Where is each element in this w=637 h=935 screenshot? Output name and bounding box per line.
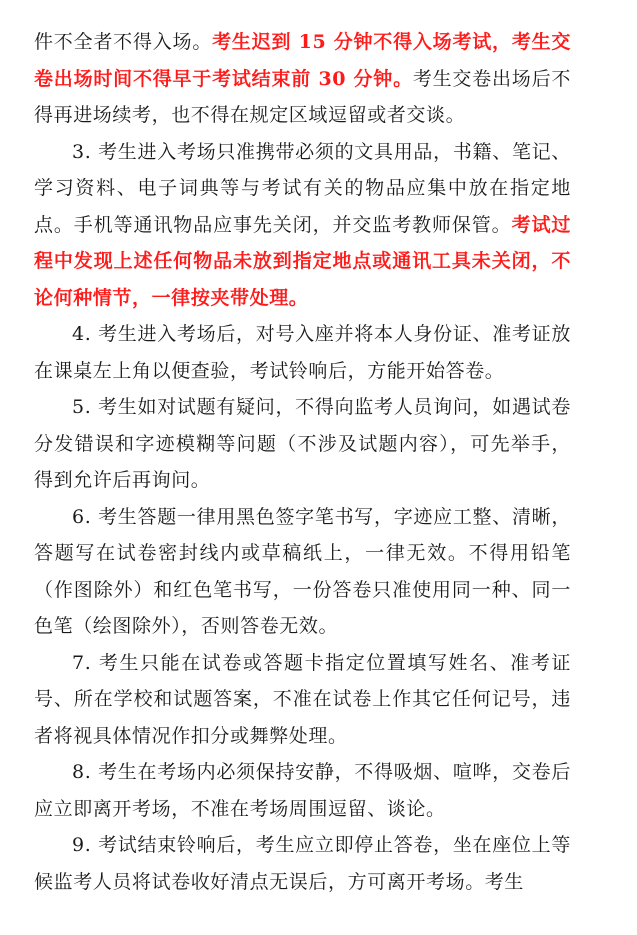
rule-6: 6. 考生答题一律用黑色签字笔书写，字迹应工整、清晰，答题写在试卷密封线内或草稿纸上，一律无效。不得用铅笔（作图除外）和红色笔书写，一份答卷只准使用同一种、同一色笔（绘图除外），否则答卷无效。 [34, 505, 571, 637]
rule-9: 9. 考试结束铃响后，考生应立即停止答卷，坐在座位上等候监考人员将试卷收好清点无误后，方可离开考场。考生 [34, 834, 571, 893]
document-page [34, 24, 571, 900]
highlighted-rule: 考试过程中发现上述任何物品未放到指定地点或通讯工具未关闭，不论何种情节，一律按夹带处理。 [34, 213, 571, 309]
paragraph-text: 件不全者不得入场。 [34, 31, 213, 53]
highlighted-rule: 考生迟到 15 分钟不得入场考试，考生交卷出场时间不得早于考试结束前 30 分钟。 [34, 31, 571, 90]
paragraph-text: 3. 考生进入考场只准携带必须的文具用品，书籍、笔记、学习资料、电子词典等与考试有关的物品应集中放在指定地点。手机等通讯物品应事先关闭，并交监考教师保管。 [34, 140, 571, 236]
rule-8: 8. 考生在考场内必须保持安静，不得吸烟、喧哗，交卷后应立即离开考场，不准在考场周围逗留、谈论。 [34, 761, 571, 820]
rule-7: 7. 考生只能在试卷或答题卡指定位置填写姓名、准考证号、所在学校和试题答案，不准在试卷上作其它任何记号，违者将视具体情况作扣分或舞弊处理。 [34, 651, 571, 747]
paragraph-continued [34, 24, 571, 134]
rule-5: 5. 考生如对试题有疑问，不得向监考人员询问，如遇试卷分发错误和字迹模糊等问题（不涉及试题内容），可先举手，得到允许后再询问。 [34, 396, 571, 491]
rule-4: 4. 考生进入考场后，对号入座并将本人身份证、准考证放在课桌左上角以便查验，考试铃响后，方能开始答卷。 [34, 323, 571, 382]
rule-3 [34, 134, 571, 317]
paragraph-text: 考生交卷出场后不得再进场续考，也不得在规定区域逗留或者交谈。 [34, 67, 571, 126]
